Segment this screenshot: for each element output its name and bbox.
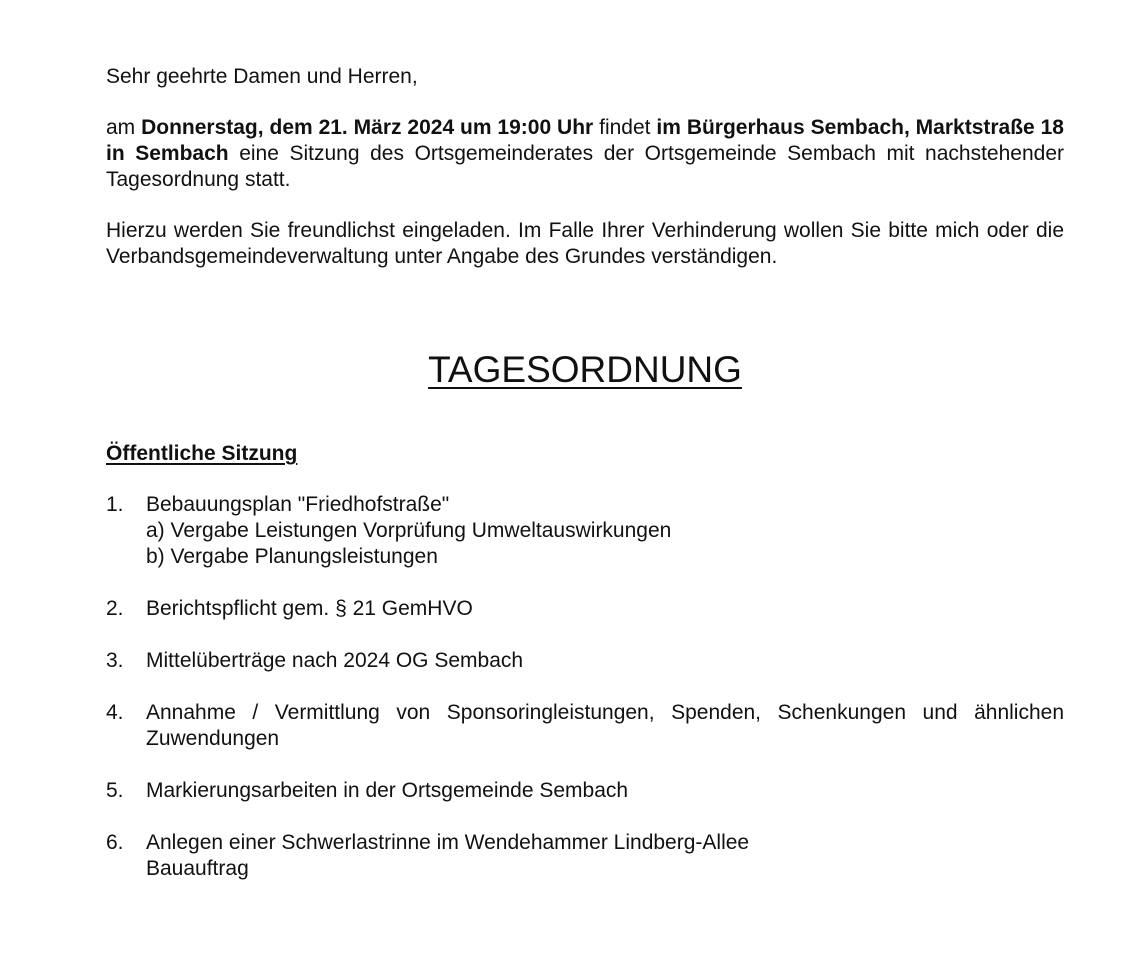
agenda-item-title: Bebauungsplan "Friedhofstraße": [146, 493, 450, 516]
agenda-item-title: Mittelüberträge nach 2024 OG Sembach: [146, 649, 524, 672]
agenda-item-title: Annahme / Vermittlung von Sponsoringleistungen, Spenden, Schenkungen und ähnlichen Zuwendungen: [146, 701, 1064, 750]
agenda-item: [106, 648, 1064, 674]
meeting-announcement: [106, 115, 1064, 193]
agenda-item-number: 1.: [106, 493, 124, 516]
agenda-list: [106, 492, 1064, 882]
intro-text-3: eine Sitzung des Ortsgemeinderates der Ortsgemeinde Sembach mit nachstehender Tagesordnung statt.: [106, 142, 1064, 191]
meeting-date: Donnerstag, dem 21. März 2024 um 19:00 Uhr: [141, 116, 594, 139]
agenda-item: [106, 778, 1064, 804]
invitation-text: Hierzu werden Sie freundlichst eingeladen. Im Falle Ihrer Verhinderung wollen Sie bitte mich oder die Verbandsgemeindeverwaltung unter Angabe des Grundes verständigen.: [106, 219, 1064, 268]
document-page: [106, 64, 1064, 908]
agenda-subitem: Bauauftrag: [146, 857, 249, 880]
intro-text-1: am: [106, 116, 142, 139]
agenda-heading: TAGESORDNUNG: [428, 349, 742, 390]
agenda-item-number: 6.: [106, 831, 124, 854]
agenda-subitem: a) Vergabe Leistungen Vorprüfung Umweltauswirkungen: [146, 519, 672, 542]
meeting-location: im Bürgerhaus Sembach, Marktstraße 18 in Sembach: [106, 116, 1064, 165]
agenda-item-title: Anlegen einer Schwerlastrinne im Wendehammer Lindberg-Allee: [146, 831, 750, 854]
section-heading-public: Öffentliche Sitzung: [106, 442, 298, 465]
agenda-item-number: 4.: [106, 701, 124, 724]
agenda-item: [106, 596, 1064, 622]
agenda-item-number: 3.: [106, 649, 124, 672]
intro-text-2: findet: [593, 116, 657, 139]
agenda-item: [106, 492, 1064, 570]
agenda-item-number: 5.: [106, 779, 124, 802]
agenda-item-title: Markierungsarbeiten in der Ortsgemeinde Sembach: [146, 779, 629, 802]
agenda-subitem: b) Vergabe Planungsleistungen: [146, 545, 438, 568]
agenda-item: [106, 700, 1064, 752]
agenda-item: [106, 830, 1064, 882]
salutation: Sehr geehrte Damen und Herren,: [106, 65, 418, 88]
agenda-item-number: 2.: [106, 597, 124, 620]
agenda-item-title: Berichtspflicht gem. § 21 GemHVO: [146, 597, 473, 620]
